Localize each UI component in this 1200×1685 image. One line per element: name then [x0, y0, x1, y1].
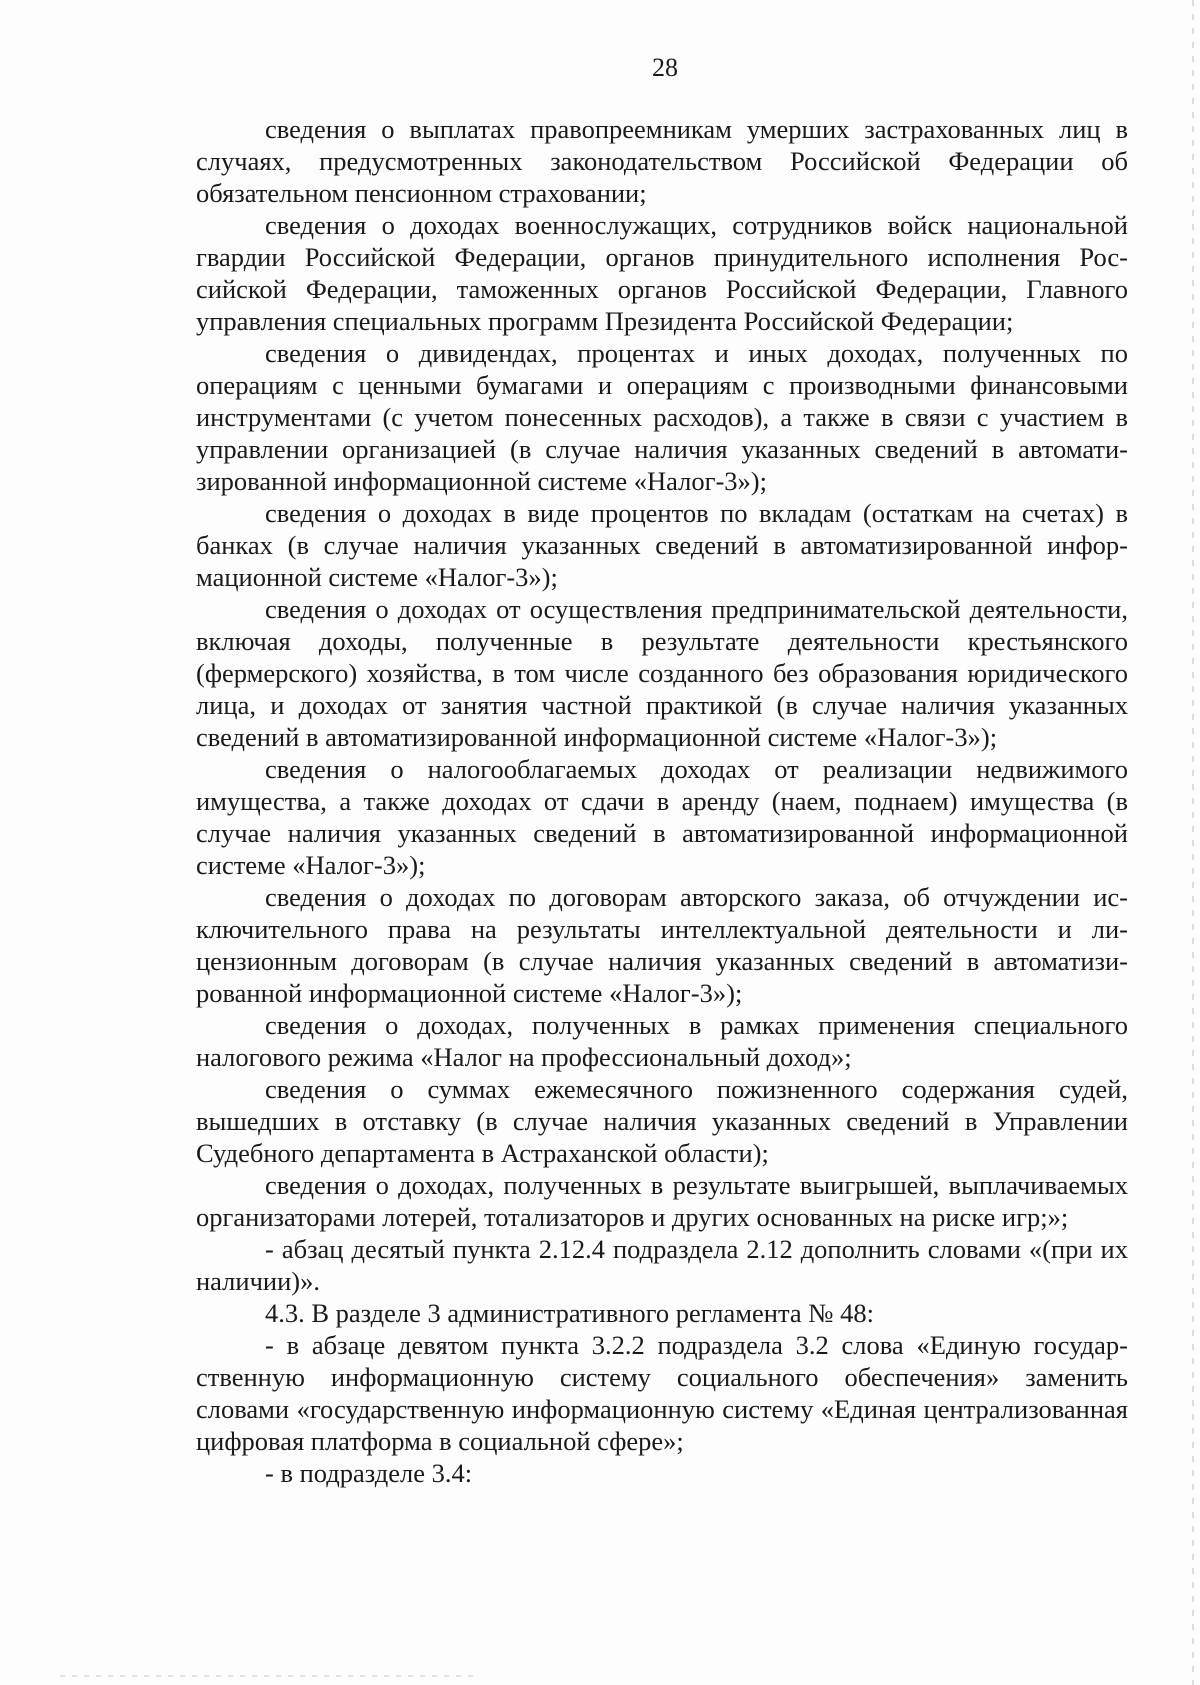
paragraph: сведения о выплатах правопреемникам умерших застрахованных лиц в случаях, предусмотренных законодательством Российской Федерации об обязательном пенсионном страховании; [196, 114, 1128, 208]
paragraph: сведения о суммах ежемесячного пожизненного содержания судей, вышедших в отставку (в случае наличия указанных сведений в Управлении Судебного департамента в Астраханской области); [196, 1074, 1128, 1168]
page-number: 28 [652, 53, 678, 82]
paragraph: - в подразделе 3.4: [265, 1458, 473, 1488]
paragraph: сведения о дивидендах, процентах и иных доходах, полученных по операциям с ценными бумагами и операциям с производными финансовыми инструментами (с учетом понесенных расходов), а также в связи с участием в управлении организацией (в случае наличия указанных сведений в автоматизированной информационной системе «Налог-3»); [196, 338, 1128, 496]
paragraph: сведения о доходах, полученных в результате выигрышей, выплачиваемых организаторами лотерей, тотализаторов и других основанных на риске игр;»; [196, 1170, 1128, 1232]
paragraph: сведения о доходах, полученных в рамках применения специального налогового режима «Налог на профессиональный доход»; [196, 1010, 1128, 1072]
paragraph: сведения о доходах от осуществления предпринимательской деятельности, включая доходы, полученные в результате деятельности крестьянского (фермерского) хозяйства, в том числе созданного без образования юридического лица, и доходах от занятия частной практикой (в случае наличия указанных сведений в автоматизированной информационной системе «Налог-3»); [196, 594, 1128, 752]
document-body [196, 113, 1128, 1489]
scan-edge-artifact [1192, 0, 1194, 1685]
paragraph: 4.3. В разделе 3 административного регламента № 48: [265, 1298, 875, 1328]
paragraph: - в абзаце девятом пункта 3.2.2 подраздела 3.2 слова «Единую государственную информационную систему социального обеспечения» заменить словами «государственную информационную систему «Единая централизованная цифровая платформа в социальной сфере»; [196, 1330, 1128, 1456]
paragraph: сведения о доходах военнослужащих, сотрудников войск национальной гвардии Российской Федерации, органов принудительного исполнения Российской Федерации, таможенных органов Российской Федерации, Главного управления специальных программ Президента Российской Федерации; [196, 210, 1128, 336]
scan-bottom-artifact [60, 1675, 480, 1677]
paragraph: сведения о доходах в виде процентов по вкладам (остаткам на счетах) в банках (в случае наличия указанных сведений в автоматизированной информационной системе «Налог-3»); [196, 498, 1128, 592]
paragraph: - абзац десятый пункта 2.12.4 подраздела 2.12 дополнить словами «(при их наличии)». [196, 1234, 1128, 1296]
paragraph: сведения о доходах по договорам авторского заказа, об отчуждении исключительного права на результаты интеллектуальной деятельности и лицензионным договорам (в случае наличия указанных сведений в автоматизированной информационной системе «Налог-3»); [196, 882, 1128, 1008]
paragraph: сведения о налогооблагаемых доходах от реализации недвижимого имущества, а также доходах от сдачи в аренду (наем, поднаем) имущества (в случае наличия указанных сведений в автоматизированной информационной системе «Налог-3»); [196, 754, 1128, 880]
